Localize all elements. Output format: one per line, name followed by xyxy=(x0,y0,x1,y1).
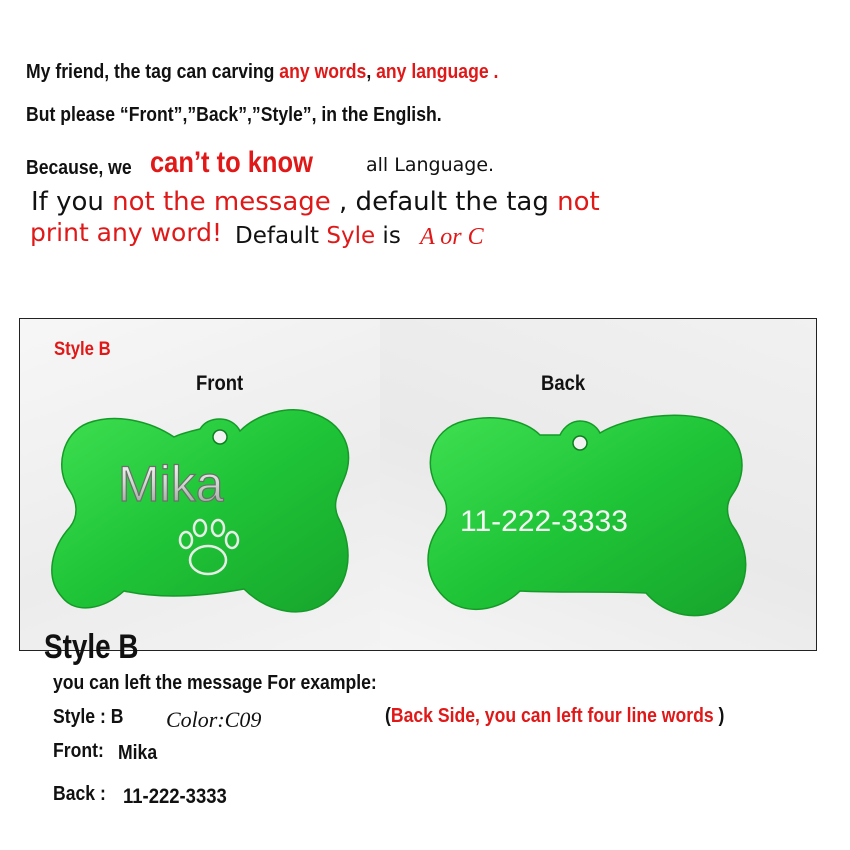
intro-comma: , xyxy=(366,61,377,83)
example-heading: Style B xyxy=(44,628,139,666)
note-open-paren: ( xyxy=(385,705,391,727)
default-word: Default xyxy=(235,223,327,249)
front-label: Front xyxy=(196,372,244,395)
not-highlight: not xyxy=(557,187,600,217)
intro-line-3-suffix: all Language. xyxy=(366,154,495,176)
any-language-highlight: any language . xyxy=(376,61,499,83)
any-words-highlight: any words xyxy=(279,61,367,83)
is-word: is xyxy=(375,223,401,249)
example-intro: you can left the message For example: xyxy=(53,672,377,694)
example-back-value: 11-222-3333 xyxy=(123,785,227,808)
back-engraving: 11-222-3333 xyxy=(460,505,628,538)
back-side-note xyxy=(385,705,724,728)
intro-line-3-prefix: Because, we xyxy=(26,157,132,179)
example-back-key: Back : xyxy=(53,783,106,805)
print-any-word-highlight: print any word! xyxy=(30,218,223,247)
intro-line-1 xyxy=(26,61,498,84)
intro-line-1-text: My friend, the tag can carving xyxy=(26,61,280,83)
note-text: Back Side, you can left four line words xyxy=(390,705,714,727)
intro-line-4-a: If you xyxy=(31,187,113,217)
intro-line-4-c: , default the tag xyxy=(330,187,558,217)
product-photo xyxy=(19,318,817,651)
default-style-value: A or C xyxy=(420,224,484,250)
not-message-highlight: not the message xyxy=(112,187,331,217)
note-close-paren: ) xyxy=(713,705,725,727)
example-front-value: Mika xyxy=(118,742,158,764)
bone-tags-image xyxy=(20,319,817,651)
intro-line-4 xyxy=(31,187,600,217)
syle-word: Syle xyxy=(326,223,376,249)
front-engraving: Mika xyxy=(118,456,224,512)
example-color: Color:C09 xyxy=(166,707,262,732)
cant-know-highlight: can’t to know xyxy=(150,146,313,179)
back-tag-hole xyxy=(573,436,587,450)
intro-line-2: But please “Front”,”Back”,”Style”, in the English. xyxy=(26,104,442,126)
photo-style-label: Style B xyxy=(54,339,111,360)
default-style-line xyxy=(235,223,401,249)
example-style: Style : B xyxy=(53,706,124,728)
example-front-key: Front: xyxy=(53,740,104,762)
front-tag-hole xyxy=(213,430,227,444)
back-label: Back xyxy=(541,372,586,395)
